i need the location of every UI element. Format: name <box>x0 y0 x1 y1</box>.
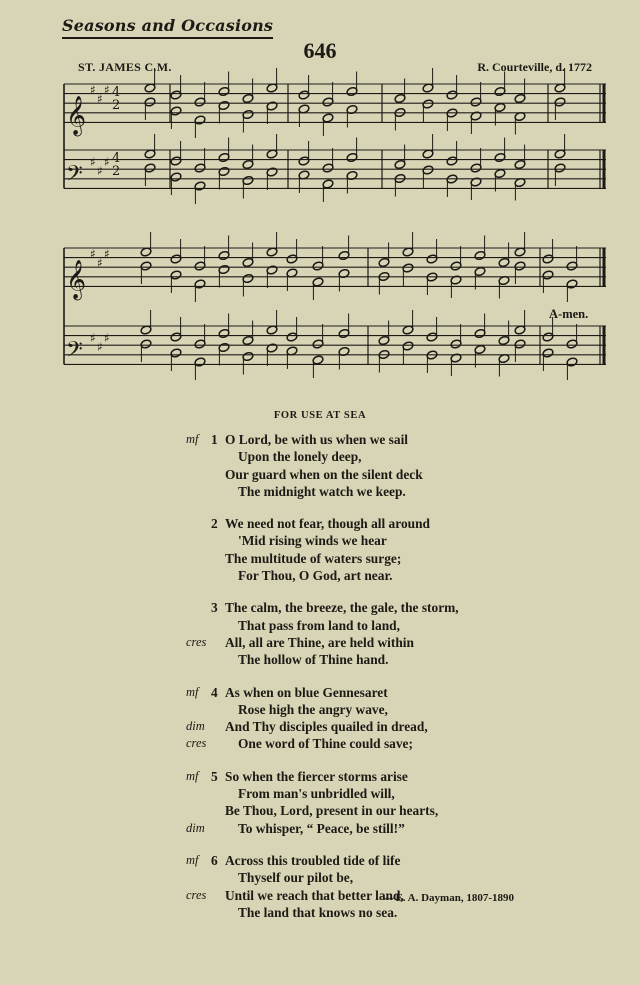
verse-line <box>0 735 640 752</box>
verse-line-text: So when the fiercer storms arise <box>225 768 408 784</box>
sharp-sign: ♯ <box>90 247 96 261</box>
verse-line-text: Rose high the angry wave, <box>238 701 388 717</box>
verse-line <box>0 684 640 701</box>
verse-line-text: Across this troubled tide of life <box>225 852 401 868</box>
verse-line <box>0 599 640 616</box>
verse-line-text: And Thy disciples quailed in dread, <box>225 719 428 735</box>
stanza-4 <box>0 684 640 753</box>
verse-line-text: For Thou, O God, art near. <box>238 568 393 584</box>
dynamic-marking: mf <box>186 768 199 783</box>
stanza-number: 6 <box>211 852 218 868</box>
verse-line-text: One word of Thine could save; <box>238 736 413 752</box>
dynamic-marking: mf <box>186 432 199 446</box>
author-credit: —E. A. Dayman, 1807-1890 <box>384 892 514 904</box>
verse-line-text: Until we reach that better land, <box>225 887 404 903</box>
verse-line <box>0 634 640 651</box>
verse-line <box>0 448 640 465</box>
stanza-5 <box>0 768 640 837</box>
verse-line <box>0 701 640 718</box>
verse-line <box>0 617 640 634</box>
stanza-number: 5 <box>211 768 218 784</box>
tune-name: ST. JAMES C.M. <box>78 60 172 74</box>
verse-line-text: The midnight watch we keep. <box>238 483 406 499</box>
amen-label: A-men. <box>549 307 589 321</box>
sharp-sign: ♯ <box>97 92 103 106</box>
verse-line <box>0 820 640 837</box>
verse-line <box>0 869 640 886</box>
verse-line-text: The multitude of waters surge; <box>225 550 402 566</box>
verse-line <box>0 887 640 904</box>
time-signature: 2 <box>112 98 121 113</box>
verse-line <box>0 785 640 802</box>
dynamic-marking: dim <box>186 820 205 835</box>
sharp-sign: ♯ <box>104 83 110 97</box>
verse-line-text: That pass from land to land, <box>238 617 400 633</box>
section-title: Seasons and Occasions <box>62 16 273 39</box>
verse-line-text: All, all are Thine, are held within <box>225 634 414 650</box>
time-signature: 2 <box>112 164 121 179</box>
verse-line-text: Our guard when on the silent deck <box>225 466 423 482</box>
verse-line <box>0 515 640 532</box>
verse-line <box>0 718 640 735</box>
verse-line <box>0 550 640 567</box>
stanza-1 <box>0 431 640 500</box>
sharp-sign: ♯ <box>104 331 110 345</box>
sharp-sign: ♯ <box>90 331 96 345</box>
verse-line-text: O Lord, be with us when we sail <box>225 432 409 447</box>
verse-line-text: Upon the lonely deep, <box>238 449 362 465</box>
treble-clef: 𝄞 <box>66 259 87 300</box>
verse-line-text: The hollow of Thine hand. <box>238 652 389 668</box>
sharp-sign: ♯ <box>97 340 103 354</box>
dynamic-marking: mf <box>186 684 199 699</box>
bass-clef: 𝄢 <box>66 337 83 368</box>
verse-line-text: We need not fear, though all around <box>225 516 430 532</box>
sharp-sign: ♯ <box>97 256 103 270</box>
verse-line <box>0 768 640 785</box>
hymn-number: 646 <box>303 38 337 63</box>
time-signature: 4 <box>112 151 121 166</box>
treble-clef: 𝄞 <box>66 95 87 136</box>
stanza-number: 3 <box>211 600 218 616</box>
stanza-number: 2 <box>211 516 218 532</box>
sharp-sign: ♯ <box>90 155 96 169</box>
verse-line <box>0 651 640 668</box>
verse-line <box>0 483 640 500</box>
verse-line <box>0 431 640 448</box>
stanza-number: 1 <box>211 432 218 447</box>
stanza-2 <box>0 515 640 584</box>
bass-clef: 𝄢 <box>66 161 83 192</box>
sharp-sign: ♯ <box>104 247 110 261</box>
sharp-sign: ♯ <box>90 83 96 97</box>
verse-line <box>0 567 640 584</box>
verse-line-text: Thyself our pilot be, <box>238 870 354 886</box>
dynamic-marking: mf <box>186 852 199 867</box>
music-score <box>0 0 640 400</box>
stanza-6 <box>0 852 640 921</box>
composer-credit: R. Courteville, d. 1772 <box>477 60 592 74</box>
hymn-text <box>0 431 640 936</box>
verse-line <box>0 802 640 819</box>
stanza-number: 4 <box>211 684 218 700</box>
stanza-3 <box>0 599 640 668</box>
verse-line-text: As when on blue Gennesaret <box>225 684 388 700</box>
verse-line-text: Be Thou, Lord, present in our hearts, <box>225 803 439 819</box>
sharp-sign: ♯ <box>104 155 110 169</box>
verse-line <box>0 852 640 869</box>
verse-line-text: The land that knows no sea. <box>238 904 398 920</box>
sharp-sign: ♯ <box>97 164 103 178</box>
dynamic-marking: cres <box>186 887 207 902</box>
dynamic-marking: cres <box>186 736 207 751</box>
dynamic-marking: dim <box>186 719 205 734</box>
verse-line-text: 'Mid rising winds we hear <box>238 533 387 549</box>
verse-line-text: To whisper, “ Peace, be still!” <box>238 820 405 836</box>
time-signature: 4 <box>112 85 121 100</box>
verse-line <box>0 532 640 549</box>
usage-note: FOR USE AT SEA <box>273 410 367 421</box>
verse-line-text: The calm, the breeze, the gale, the storm, <box>225 600 459 616</box>
verse-line-text: From man's unbridled will, <box>238 786 395 802</box>
dynamic-marking: cres <box>186 634 207 649</box>
verse-line <box>0 466 640 483</box>
verse-line <box>0 904 640 921</box>
